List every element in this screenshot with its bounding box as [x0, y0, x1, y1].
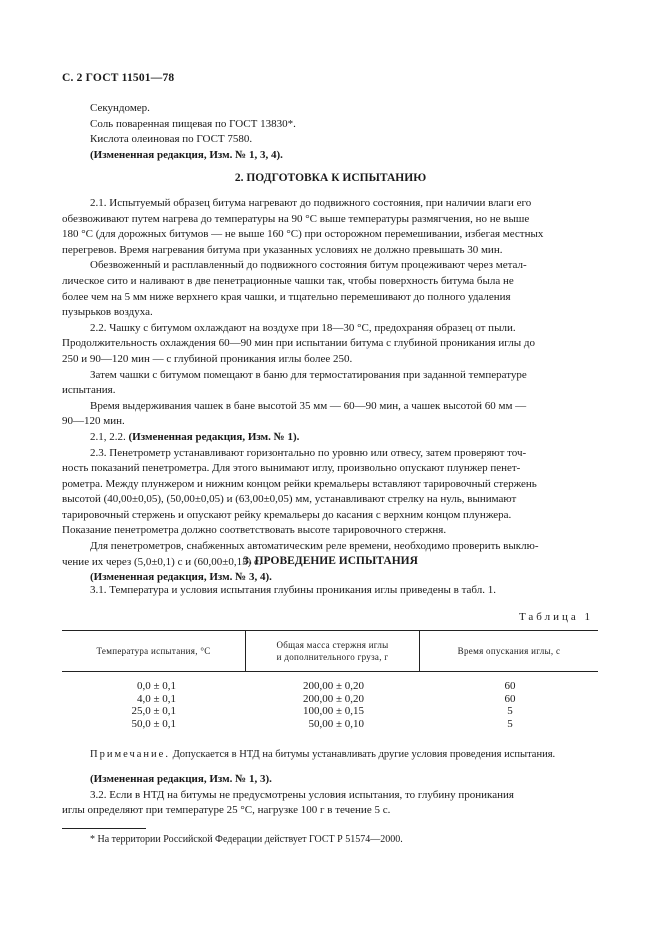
table-cell: 25,0 ± 0,1: [131, 705, 176, 717]
text-line: Обезвоженный и расплавленный до подвижного состояния битум процеживают через метал-: [90, 259, 527, 272]
text-line: 2.1. Испытуемый образец битума нагревают до подвижного состояния, при наличии влаги его: [90, 197, 532, 209]
table-cell: 50,00 ± 0,10: [308, 717, 364, 730]
text-line: 90—120 мин.: [62, 415, 125, 428]
text-line: Время выдерживания чашек в бане высотой 35 мм — 60—90 мин, а чашек высотой 60 мм —: [90, 399, 527, 412]
header-temperature: Температура испытания, °С: [96, 646, 211, 656]
table-cell: 200,00 ± 0,20: [302, 680, 364, 692]
text-line: обезвоживают путем нагрева до температуры на 90 °С выше температуры размягчения, но не выше: [62, 212, 530, 225]
section-2-title: 2. ПОДГОТОВКА К ИСПЫТАНИЮ: [234, 172, 427, 184]
page-header: С. 2 ГОСТ 11501—78: [62, 72, 175, 84]
table-cell: 100,00 ± 0,15: [302, 705, 364, 717]
table-cell: 5: [507, 705, 513, 717]
table-header-rule: [62, 671, 598, 672]
text-line: более чем на 5 мм ниже верхнего края чашки, и тщательно перемешивают до полного удаления: [62, 290, 511, 303]
change-note-4: (Измененная редакция, Изм. № 1, 3).: [90, 773, 272, 785]
text-line: лическое сито и наливают в две пенетрационные чашки так, чтобы поверхность битума была не: [62, 274, 514, 287]
text-line: Для пенетрометров, снабженных автоматическим реле времени, необходимо проверить выклю-: [90, 540, 539, 553]
text-line: 180 °С (для дорожных битумов — не выше 160 °С) при осторожном перемешивании, избегая местных: [62, 228, 544, 241]
header-time: Время опускания иглы, с: [457, 646, 561, 656]
table-cell: 4,0 ± 0,1: [136, 692, 176, 705]
table-cell: 60: [504, 692, 516, 705]
text-line: перегревов. Время нагревания битума при указанных условиях не должно превышать 30 мин.: [62, 243, 503, 256]
list-item: Кислота олеиновая по ГОСТ 7580.: [90, 133, 253, 146]
table-caption: Таблица 1: [518, 611, 593, 623]
section-3-title: 3. ПРОВЕДЕНИЕ ИСПЫТАНИЯ: [243, 555, 418, 567]
text-line: иглы определяют при температуре 25 °С, нагрузке 100 г в течение 5 с.: [62, 804, 391, 817]
text-line: 2.3. Пенетрометр устанавливают горизонтально по уровню или отвесу, затем проверяют точ-: [90, 446, 527, 459]
paragraph-3-1: [62, 583, 599, 599]
change-text: (Измененная редакция, Изм. № 1).: [128, 430, 300, 443]
time-column: [470, 680, 550, 730]
change-ref: 2.1, 2.2.: [90, 430, 126, 443]
equipment-list: [90, 101, 610, 163]
list-item: Соль поваренная пищевая по ГОСТ 13830*.: [90, 117, 296, 130]
change-note: (Измененная редакция, Изм. № 1, 3, 4).: [90, 148, 283, 161]
text-line: пузырьков воздуха.: [62, 306, 153, 319]
table-cell: 200,00 ± 0,20: [302, 692, 364, 705]
text-line: 2.2. Чашку с битумом охлаждают на воздухе при 18—30 °С, предохраняя образец от пыли.: [90, 321, 516, 334]
text-line: рометра. Между плунжером и нижним концом рейки кремальеры вставляют тарировочный стержень: [62, 477, 537, 490]
text-line: тарировочный стержень и опускают рейку кремальеры до касания с верхним концом плунжера.: [62, 508, 512, 521]
text-line: высотой (40,00±0,05), (50,00±0,05) и (63,00±0,05) мм, устанавливают стрелку на нуль, вынимают: [62, 493, 517, 506]
text-line: Продолжительность охлаждения 60—90 мин при испытании битума с глубиной проникания иглы до: [62, 337, 535, 350]
table-top-rule: [62, 630, 598, 631]
text-line: испытания.: [62, 384, 116, 397]
table-cell: 50,0 ± 0,1: [131, 717, 176, 730]
text-line: Затем чашки с битумом помещают в баню для термостатирования при заданной температуре: [90, 368, 527, 381]
paragraph-3-2: [62, 772, 599, 819]
text-line: Показание пенетрометра должно соответствовать высоте тарировочного стержня.: [62, 524, 447, 537]
table-cell: 60: [504, 680, 516, 692]
text-line: 250 и 90—120 мин — с глубиной проникания иглы более 250.: [62, 352, 353, 365]
temperature-column: [100, 680, 176, 730]
list-item: Секундомер.: [90, 102, 150, 114]
text-line: ность показаний пенетрометра. Для этого вынимают иглу, произвольно опускают плунжер пенет-: [62, 462, 521, 475]
table-note: [62, 747, 599, 763]
footnote-rule: [62, 828, 146, 829]
note-text: Допускается в НТД на битумы устанавливать другие условия проведения испытания.: [169, 749, 556, 760]
header-mass-line: и дополнительного груза, г: [276, 652, 389, 662]
note-label: Примечание.: [90, 749, 170, 760]
text-line: чение их через (5,0±0,1) с и (60,00±0,15) с.: [62, 555, 262, 568]
change-note-3: (Измененная редакция, Изм. № 3, 4).: [90, 571, 272, 584]
paragraph-2-1: [62, 196, 599, 586]
header-mass-line: Общая масса стержня иглы: [276, 640, 389, 650]
mass-column: [280, 680, 364, 730]
text-line: 3.1. Температура и условия испытания глубины проникания иглы приведены в табл. 1.: [90, 584, 496, 596]
change-note-2: [62, 430, 599, 446]
table-cell: 0,0 ± 0,1: [136, 680, 176, 692]
text-line: 3.2. Если в НТД на битумы не предусмотрены условия испытания, то глубину проникания: [90, 788, 514, 801]
header-mass: [246, 639, 419, 663]
footnote: * На территории Российской Федерации действует ГОСТ Р 51574—2000.: [90, 834, 403, 845]
table-cell: 5: [507, 717, 513, 730]
